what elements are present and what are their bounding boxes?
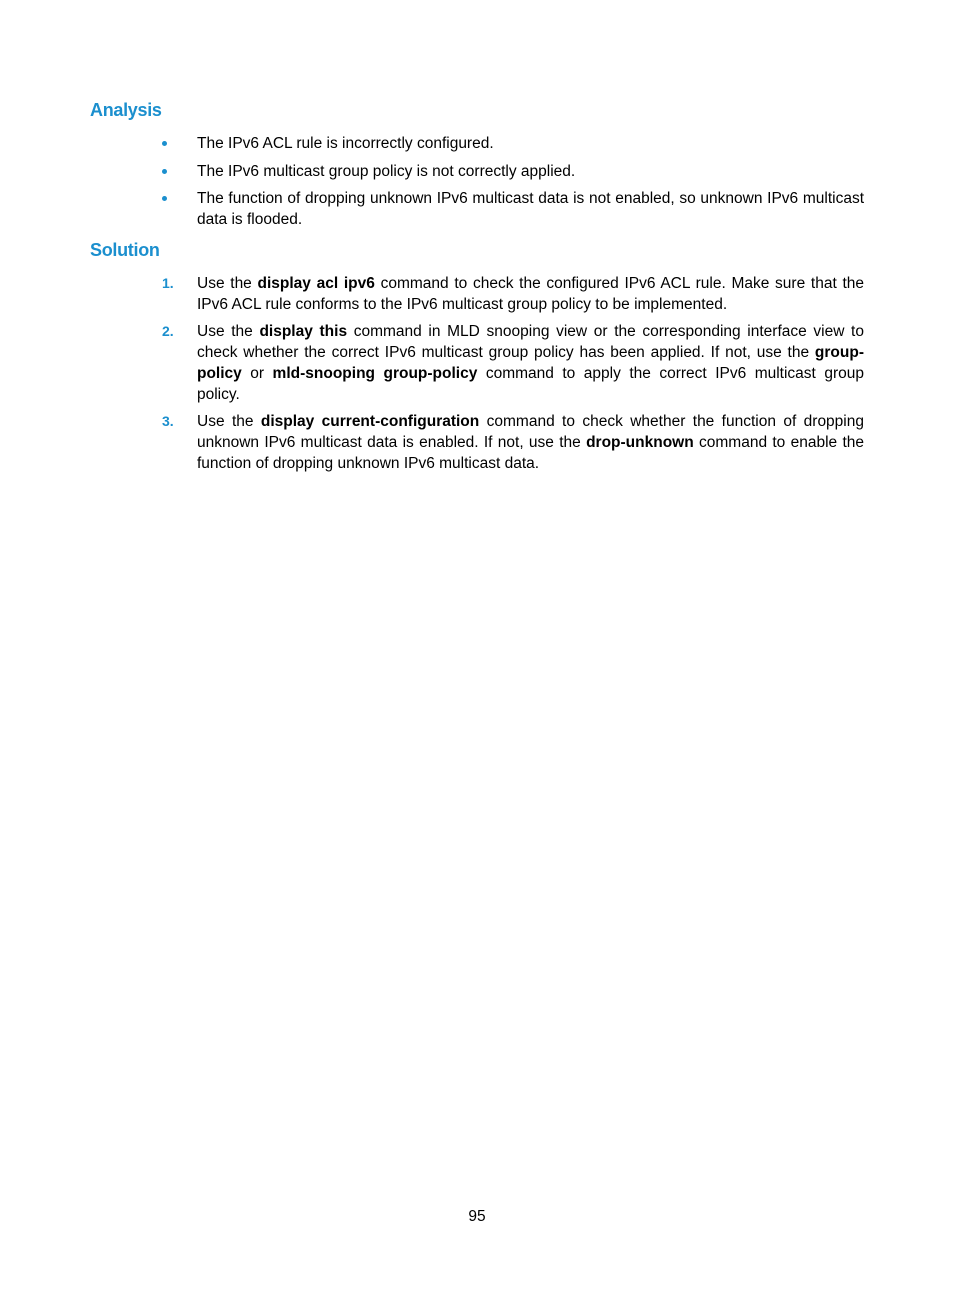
analysis-list — [160, 133, 864, 230]
solution-steps — [160, 273, 864, 474]
step-number: 1. — [162, 275, 174, 291]
step-text: Use the — [197, 413, 261, 430]
command-name: drop-unknown — [586, 434, 694, 451]
step-text: Use the — [197, 275, 258, 292]
list-item — [160, 133, 864, 154]
step-text: command to check the configured IPv6 ACL rule. Make sure that the IPv6 ACL rule conforms to the IPv6 multicast group policy to be implemented. — [197, 275, 864, 313]
page-number: 95 — [468, 1208, 486, 1225]
command-name: display acl ipv6 — [257, 275, 375, 292]
list-item-text: The function of dropping unknown IPv6 multicast data is not enabled, so unknown IPv6 multicast data is flooded. — [197, 190, 864, 228]
list-item-text: The IPv6 multicast group policy is not correctly applied. — [197, 163, 576, 180]
step-number: 2. — [162, 323, 174, 339]
command-name: mld-snooping group-policy — [272, 365, 478, 382]
list-item — [160, 188, 864, 230]
step-text: command in MLD snooping view or the corresponding interface view to check whether the correct IPv6 multicast group policy has been applied. If not, use the — [197, 323, 864, 361]
step-item — [160, 321, 864, 405]
step-item — [160, 411, 864, 474]
bullet-icon — [162, 196, 167, 201]
command-name: display this — [259, 323, 348, 340]
list-item-text: The IPv6 ACL rule is incorrectly configured. — [197, 135, 494, 152]
step-number: 3. — [162, 413, 174, 429]
step-text: command to apply the correct IPv6 multicast group policy. — [197, 365, 864, 403]
step-text: Use the — [197, 323, 260, 340]
command-name: display current-configuration — [260, 413, 480, 430]
step-item — [160, 273, 864, 315]
solution-heading: Solution — [90, 240, 160, 260]
analysis-heading: Analysis — [90, 100, 162, 120]
bullet-icon — [162, 169, 167, 174]
step-text: command to check whether the function of dropping unknown IPv6 multicast data is enabled. If not, use the — [197, 413, 864, 451]
step-text: or — [241, 365, 273, 382]
command-name: group-policy — [197, 344, 864, 382]
list-item — [160, 161, 864, 182]
step-text: command to enable the function of dropping unknown IPv6 multicast data. — [197, 434, 864, 472]
bullet-icon — [162, 141, 167, 146]
